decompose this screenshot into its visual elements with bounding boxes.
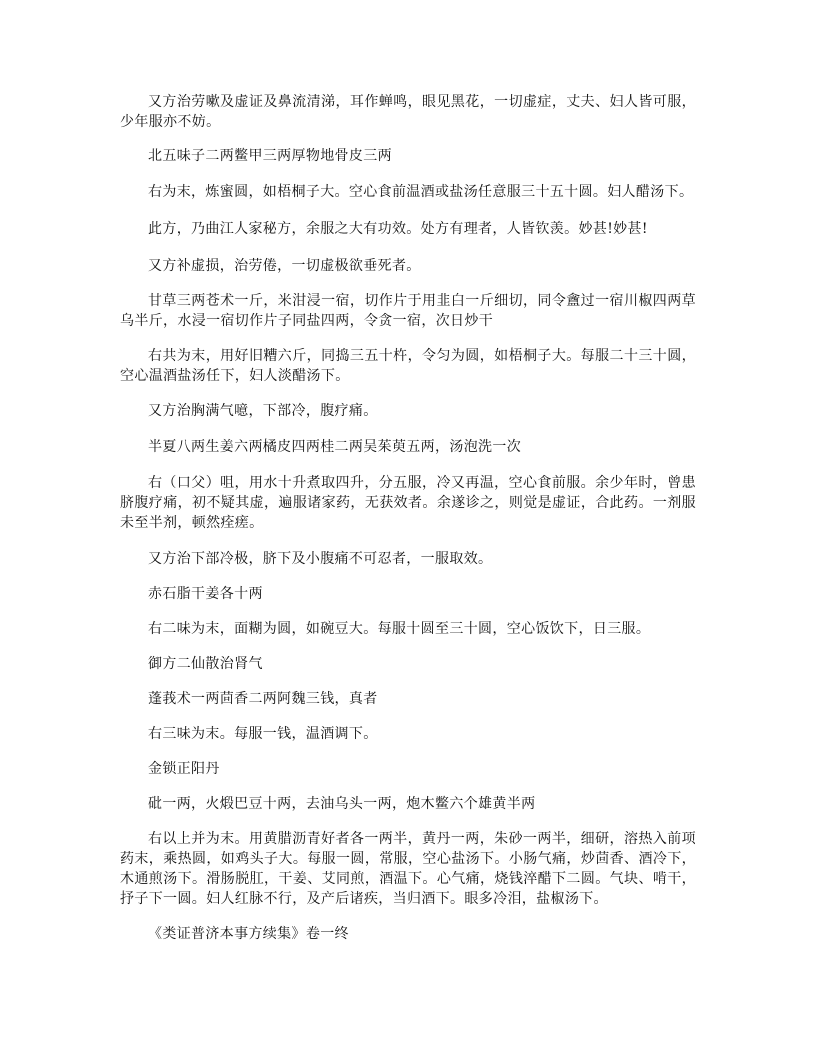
paragraph: 又方治胸满气噫，下部冷，腹疗痛。 (148, 403, 378, 419)
paragraph: 御方二仙散治肾气 (148, 656, 263, 672)
paragraph: 右共为末，用好旧糟六斤，同捣三五十杵，令匀为圆，如梧桐子大。每服二十三十圆，空心温酒盐汤任下，妇人淡醋汤下。 (120, 348, 696, 384)
paragraph: 又方补虚损，治劳倦，一切虚极欲垂死者。 (148, 258, 421, 274)
paragraph: 甘草三两苍术一斤，米泔浸一宿，切作片于用韭白一斤细切，同令盦过一宿川椒四两草乌半斤，水浸一宿切作片子同盐四两，令贪一宿，次日炒干 (120, 293, 696, 329)
paragraph: 右以上并为末。用黄腊沥青好者各一两半，黄丹一两，朱砂一两半，细研，溶热入前项药末，乘热圆，如鸡头子大。每服一圆，常服，空心盐汤下。小肠气痛，炒茴香、酒冷下，木通煎汤下。滑肠脱肛，干姜、艾同煎，酒温下。心气痛，烧钱淬醋下二圆。气块、啃干，抒子下一圆。妇人红脉不行，及产后诸疾，当归酒下。眼多冷泪，盐椒汤下。 (120, 831, 696, 907)
paragraph: 赤石脂干姜各十两 (148, 586, 263, 602)
paragraph: 此方，乃曲江人家秘方，余服之大有功效。处方有理者，人皆钦羡。妙甚!妙甚! (148, 221, 648, 237)
document-body (120, 92, 696, 944)
paragraph: 金锁正阳丹 (148, 761, 220, 777)
paragraph: 又方治下部冷极，脐下及小腹痛不可忍者，一服取效。 (148, 551, 493, 567)
paragraph: 北五味子二两鳖甲三两厚物地骨皮三两 (148, 148, 392, 164)
paragraph: 砒一两，火煅巴豆十两，去油乌头一两，炮木鳖六个雄黄半两 (148, 796, 536, 812)
paragraph: 右（口父）咀，用水十升煮取四升，分五服，冷又再温，空心食前服。余少年时，曾患脐腹疗痛，初不疑其虚，遍服诸家药，无获效者。余遂诊之，则觉是虚证，合此药。一剂服未至半剂，顿然痊瘥。 (120, 475, 696, 531)
paragraph: 右为末，炼蜜圆，如梧桐子大。空心食前温酒或盐汤任意服三十五十圆。妇人醋汤下。 (148, 184, 694, 200)
paragraph: 蓬莪术一两茴香二两阿魏三钱，真者 (148, 691, 378, 707)
paragraph: 半夏八两生姜六两橘皮四两桂二两吴茱萸五两，汤泡洗一次 (148, 439, 522, 455)
paragraph: 右三味为末。每服一钱，温酒调下。 (148, 726, 378, 742)
paragraph: 右二味为末，面糊为圆，如碗豆大。每服十圆至三十圆，空心饭饮下，日三服。 (148, 621, 651, 637)
paragraph: 又方治劳嗽及虚证及鼻流清涕，耳作蝉鸣，眼见黑花，一切虚症，丈夫、妇人皆可服，少年服亦不妨。 (120, 94, 696, 130)
closing-line: 《类证普济本事方续集》卷一终 (148, 926, 349, 942)
